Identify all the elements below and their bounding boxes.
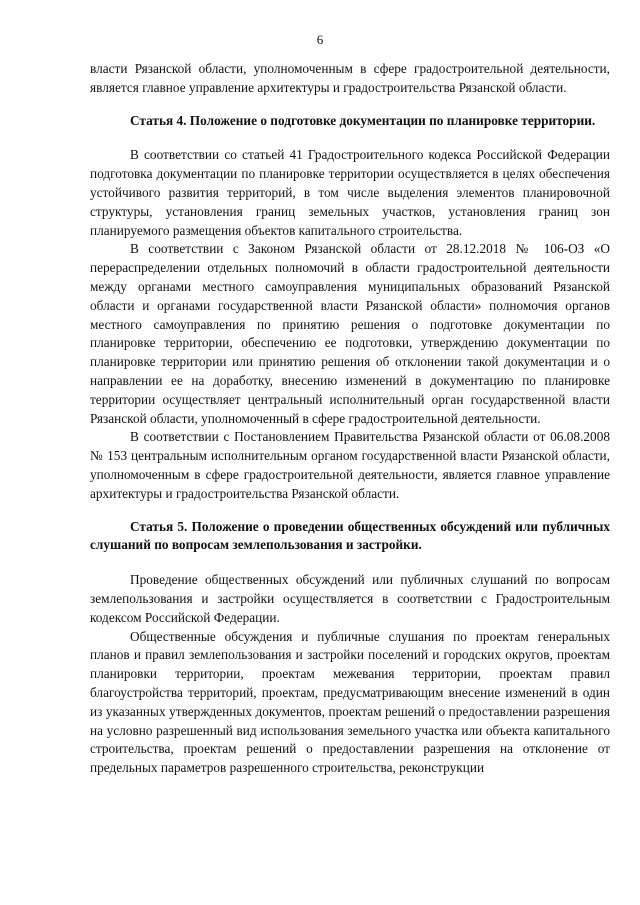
paragraph: Проведение общественных обсуждений или публичных слушаний по вопросам землепользования и застройки осуществляется в соответствии с Градостроительным кодексом Российской Федерации. (90, 572, 610, 625)
paragraph: В соответствии со статьей 41 Градостроительного кодекса Российской Федерации подготовка документации по планировке территории осуществляется в целях обеспечения устойчивого развития территорий, в том числе выделения элементов планировочной структуры, установления границ земельных участков, установления границ зон планируемого размещения объектов капитального строительства. (90, 147, 610, 238)
article-5-heading: Статья 5. Положение о проведении общественных обсуждений или публичных слушаний по вопросам землепользования и застройки. (90, 518, 610, 553)
page-number: 6 (316, 32, 324, 47)
article-4-heading: Статья 4. Положение о подготовке документации по планировке территории. (130, 112, 596, 128)
document-body (90, 60, 610, 778)
paragraph: В соответствии с Законом Рязанской области от 28.12.2018 № 106-ОЗ «О перераспределении отдельных полномочий в области градостроительной деятельности между органами местного самоуправления муниципальных образований Рязанской области и органами государственной власти Рязанской области» полномочия органов местного самоуправления по принятию решения о подготовке документации по планировке территории, обеспечению ее подготовки, утверждению документации по планировке территории или принятию решения об отклонении такой документации и о направлении ее на доработку, внесению изменений в документацию по планировке территории осуществляет центральный исполнительный орган государственной власти Рязанской области, уполномоченный в сфере градостроительной деятельности. (90, 241, 610, 426)
paragraph: Общественные обсуждения и публичные слушания по проектам генеральных планов и правил землепользования и застройки поселений и городских округов, проектам планировки территории, проектам межевания территории, проектам правил благоустройства территорий, проектам, предусматривающим внесение изменений в один из указанных утвержденных документов, проектам решений о предоставлении разрешения на условно разрешенный вид использования земельного участка или объекта капитального строительства, проектам решений о предоставлении разрешения на отклонение от предельных параметров разрешенного строительства, реконструкции (90, 628, 610, 776)
paragraph: власти Рязанской области, уполномоченным в сфере градостроительной деятельности, является главное управление архитектуры и градостроительства Рязанской области. (90, 61, 610, 95)
paragraph: В соответствии с Постановлением Правительства Рязанской области от 06.08.2008 № 153 центральным исполнительным органом государственной власти Рязанской области, уполномоченным в сфере градостроительной деятельности, является главное управление архитектуры и градостроительства Рязанской области. (90, 429, 610, 501)
